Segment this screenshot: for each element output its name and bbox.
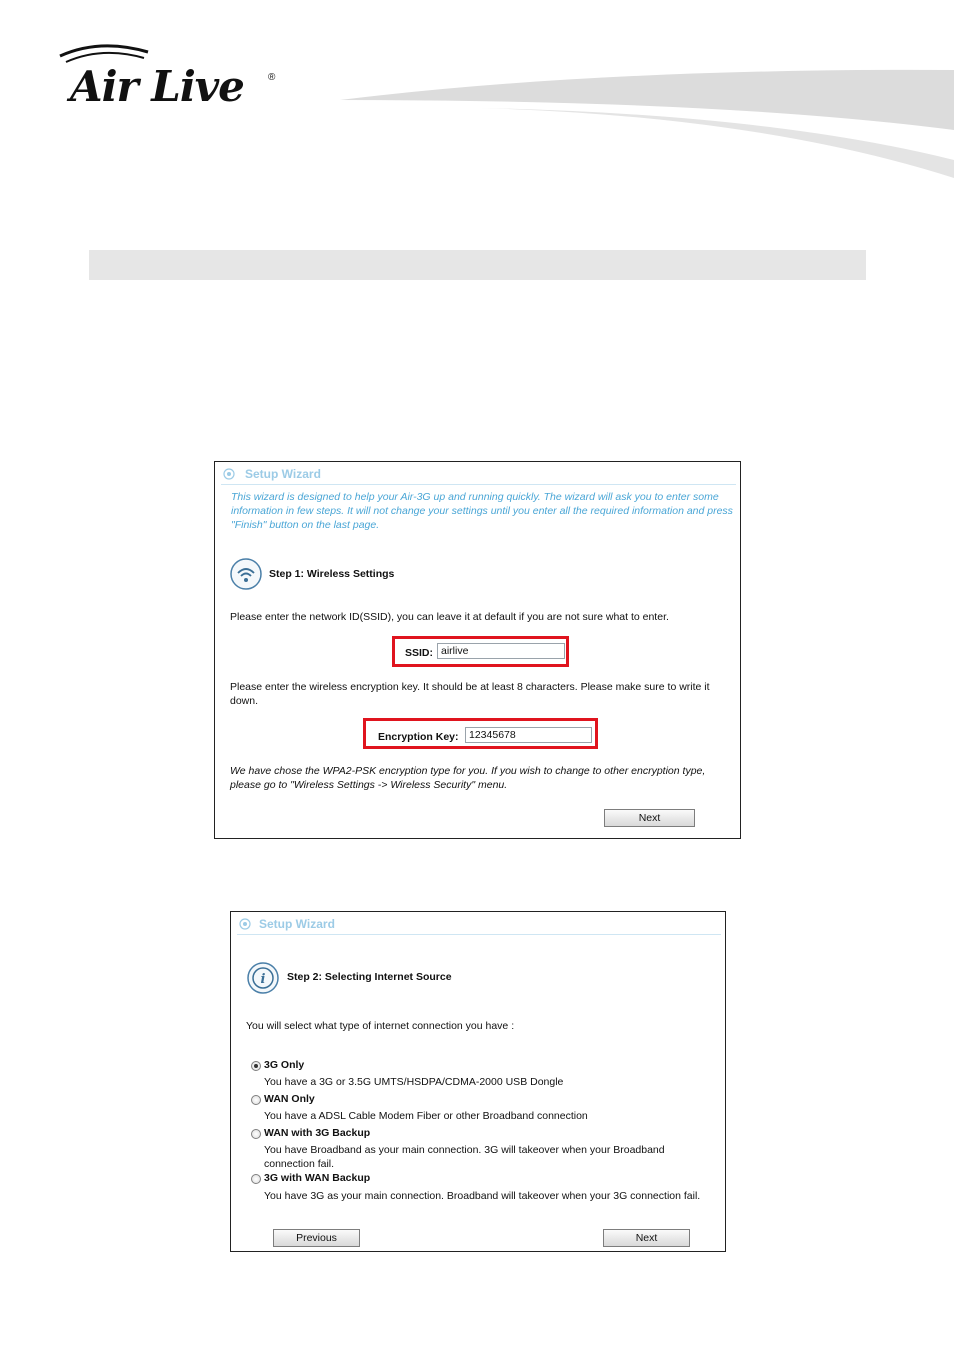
wizard-title: Setup Wizard bbox=[259, 917, 335, 931]
wizard-intro-text: This wizard is designed to help your Air-3G up and running quickly. The wizard will ask you to enter some information in few steps. It will not change your settings until you enter all the required information and press "Finish" button on the last page. bbox=[231, 491, 733, 531]
option-wan-only-label: WAN Only bbox=[264, 1093, 315, 1105]
section-heading-bar bbox=[89, 250, 866, 280]
wizard-header bbox=[221, 466, 736, 485]
logo-registered-mark: ® bbox=[268, 72, 276, 83]
step2-previous-button[interactable]: Previous bbox=[273, 1229, 360, 1247]
connection-type-prompt: You will select what type of internet connection you have : bbox=[246, 1020, 515, 1032]
ssid-prompt: Please enter the network ID(SSID), you can leave it at default if you are not sure what to enter. bbox=[230, 611, 669, 623]
option-wan-3g-backup-label: WAN with 3G Backup bbox=[264, 1127, 371, 1139]
key-prompt: Please enter the wireless encryption key. It should be at least 8 characters. Please make sure to write it down. bbox=[230, 681, 710, 707]
ssid-input[interactable] bbox=[437, 643, 565, 659]
radio-3g-only[interactable] bbox=[251, 1061, 261, 1071]
radio-wan-3g-backup[interactable] bbox=[251, 1129, 261, 1139]
encryption-key-label: Encryption Key: bbox=[378, 731, 459, 743]
step2-next-button[interactable]: Next bbox=[603, 1229, 690, 1247]
header-swoosh-icon bbox=[340, 60, 954, 190]
radio-wan-only[interactable] bbox=[251, 1095, 261, 1105]
logo-text: Air Live bbox=[70, 62, 244, 111]
info-icon bbox=[247, 962, 279, 994]
encryption-note: We have chose the WPA2-PSK encryption type for you. If you wish to change to other encryption type, please go to "Wireless Settings -> Wireless Security" menu. bbox=[230, 765, 706, 791]
target-icon bbox=[223, 468, 235, 480]
setup-wizard-step2-panel bbox=[230, 911, 726, 1252]
step1-next-button[interactable]: Next bbox=[604, 809, 695, 827]
option-3g-only-label: 3G Only bbox=[264, 1059, 305, 1071]
step2-label: Step 2: Selecting Internet Source bbox=[287, 971, 452, 983]
radio-3g-wan-backup[interactable] bbox=[251, 1174, 261, 1184]
wizard-title: Setup Wizard bbox=[245, 467, 321, 481]
wizard-header bbox=[237, 916, 721, 935]
svg-text:i: i bbox=[260, 972, 266, 987]
setup-wizard-step1-panel bbox=[214, 461, 741, 839]
step1-label: Step 1: Wireless Settings bbox=[269, 568, 395, 580]
option-3g-only-desc: You have a 3G or 3.5G UMTS/HSDPA/CDMA-2000 USB Dongle bbox=[264, 1076, 564, 1088]
option-wan-only-desc: You have a ADSL Cable Modem Fiber or other Broadband connection bbox=[264, 1110, 588, 1122]
encryption-key-input[interactable] bbox=[465, 727, 592, 743]
ssid-label: SSID: bbox=[405, 647, 434, 659]
option-3g-wan-backup-label: 3G with WAN Backup bbox=[264, 1172, 371, 1184]
airlive-logo bbox=[56, 40, 286, 112]
option-3g-wan-backup-desc: You have 3G as your main connection. Broadband will takeover when your 3G connection fail. bbox=[264, 1190, 701, 1202]
option-wan-3g-backup-desc: You have Broadband as your main connection. 3G will takeover when your Broadband connection fail. bbox=[264, 1144, 665, 1170]
target-icon bbox=[239, 918, 251, 930]
wireless-icon bbox=[230, 558, 262, 590]
